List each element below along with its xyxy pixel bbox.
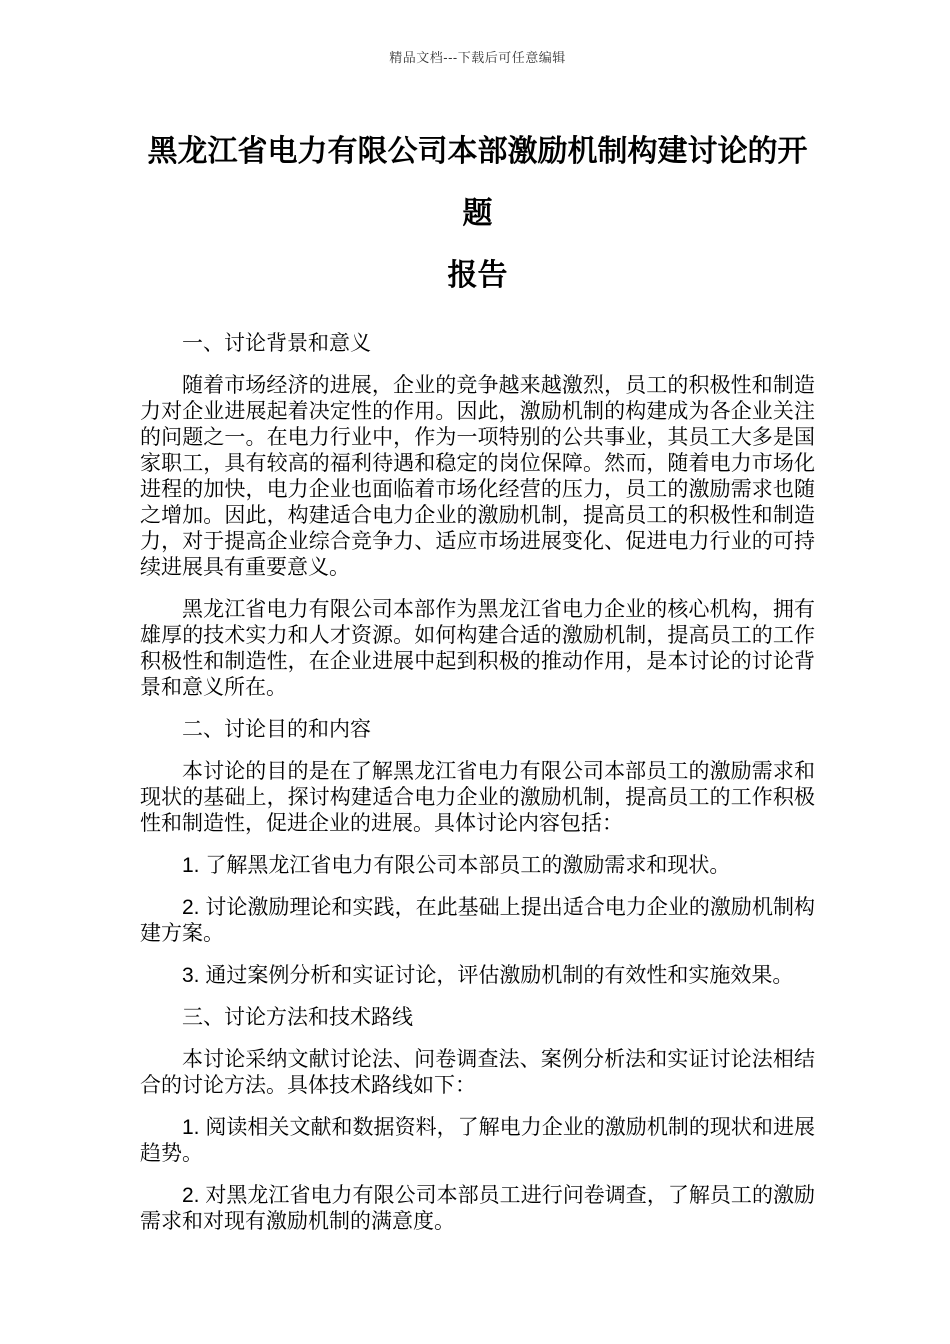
section-heading-2: 二、讨论目的和内容 bbox=[182, 718, 371, 741]
paragraph-background-1: 随着市场经济的进展，企业的竞争越来越激烈，员工的积极性和制造力对企业进展起着决定性的作用。因此，激励机制的构建成为各企业关注的问题之一。在电力行业中，作为一项特别的公共事业，其员工大多是国家职工，具有较高的福利待遇和稳定的岗位保障。然而，随着电力市场化进程的加快，电力企业也面临着市场化经营的压力，员工的激励需求也随之增加。因此，构建适合电力企业的激励机制，提高员工的积极性和制造力，对于提高企业综合竞争力、适应市场进展变化、促进电力行业的可持续进展具有重要意义。 bbox=[140, 374, 815, 579]
paragraph-purpose: 本讨论的目的是在了解黑龙江省电力有限公司本部员工的激励需求和现状的基础上，探讨构建适合电力企业的激励机制，提高员工的工作积极性和制造性，促进企业的进展。具体讨论内容包括： bbox=[140, 760, 815, 835]
list-item-method-1: 1. 阅读相关文献和数据资料，了解电力企业的激励机制的现状和进展趋势。 bbox=[140, 1116, 815, 1165]
list-item-content-3: 3. 通过案例分析和实证讨论，评估激励机制的有效性和实施效果。 bbox=[182, 964, 794, 987]
document-title bbox=[140, 121, 815, 307]
section-heading-1: 一、讨论背景和意义 bbox=[182, 332, 371, 355]
paragraph-background-2: 黑龙江省电力有限公司本部作为黑龙江省电力企业的核心机构，拥有雄厚的技术实力和人才资源。如何构建合适的激励机制，提高员工的工作积极性和制造性，在企业进展中起到积极的推动作用，是本讨论的讨论背景和意义所在。 bbox=[140, 598, 815, 699]
list-item-content-1: 1. 了解黑龙江省电力有限公司本部员工的激励需求和现状。 bbox=[182, 854, 731, 877]
section-heading-3: 三、讨论方法和技术路线 bbox=[182, 1006, 413, 1029]
list-item-content-2: 2. 讨论激励理论和实践，在此基础上提出适合电力企业的激励机制构建方案。 bbox=[140, 896, 815, 945]
document-title-line-2: 报告 bbox=[447, 259, 508, 292]
document-body bbox=[140, 331, 815, 1235]
watermark-header: 精品文档---下载后可任意编辑 bbox=[389, 50, 566, 65]
paragraph-methods: 本讨论采纳文献讨论法、问卷调查法、案例分析法和实证讨论法相结合的讨论方法。具体技术路线如下： bbox=[140, 1048, 815, 1097]
list-item-method-2: 2. 对黑龙江省电力有限公司本部员工进行问卷调查，了解员工的激励需求和对现有激励机制的满意度。 bbox=[140, 1184, 815, 1233]
document-title-line-1: 黑龙江省电力有限公司本部激励机制构建讨论的开题 bbox=[147, 135, 808, 230]
